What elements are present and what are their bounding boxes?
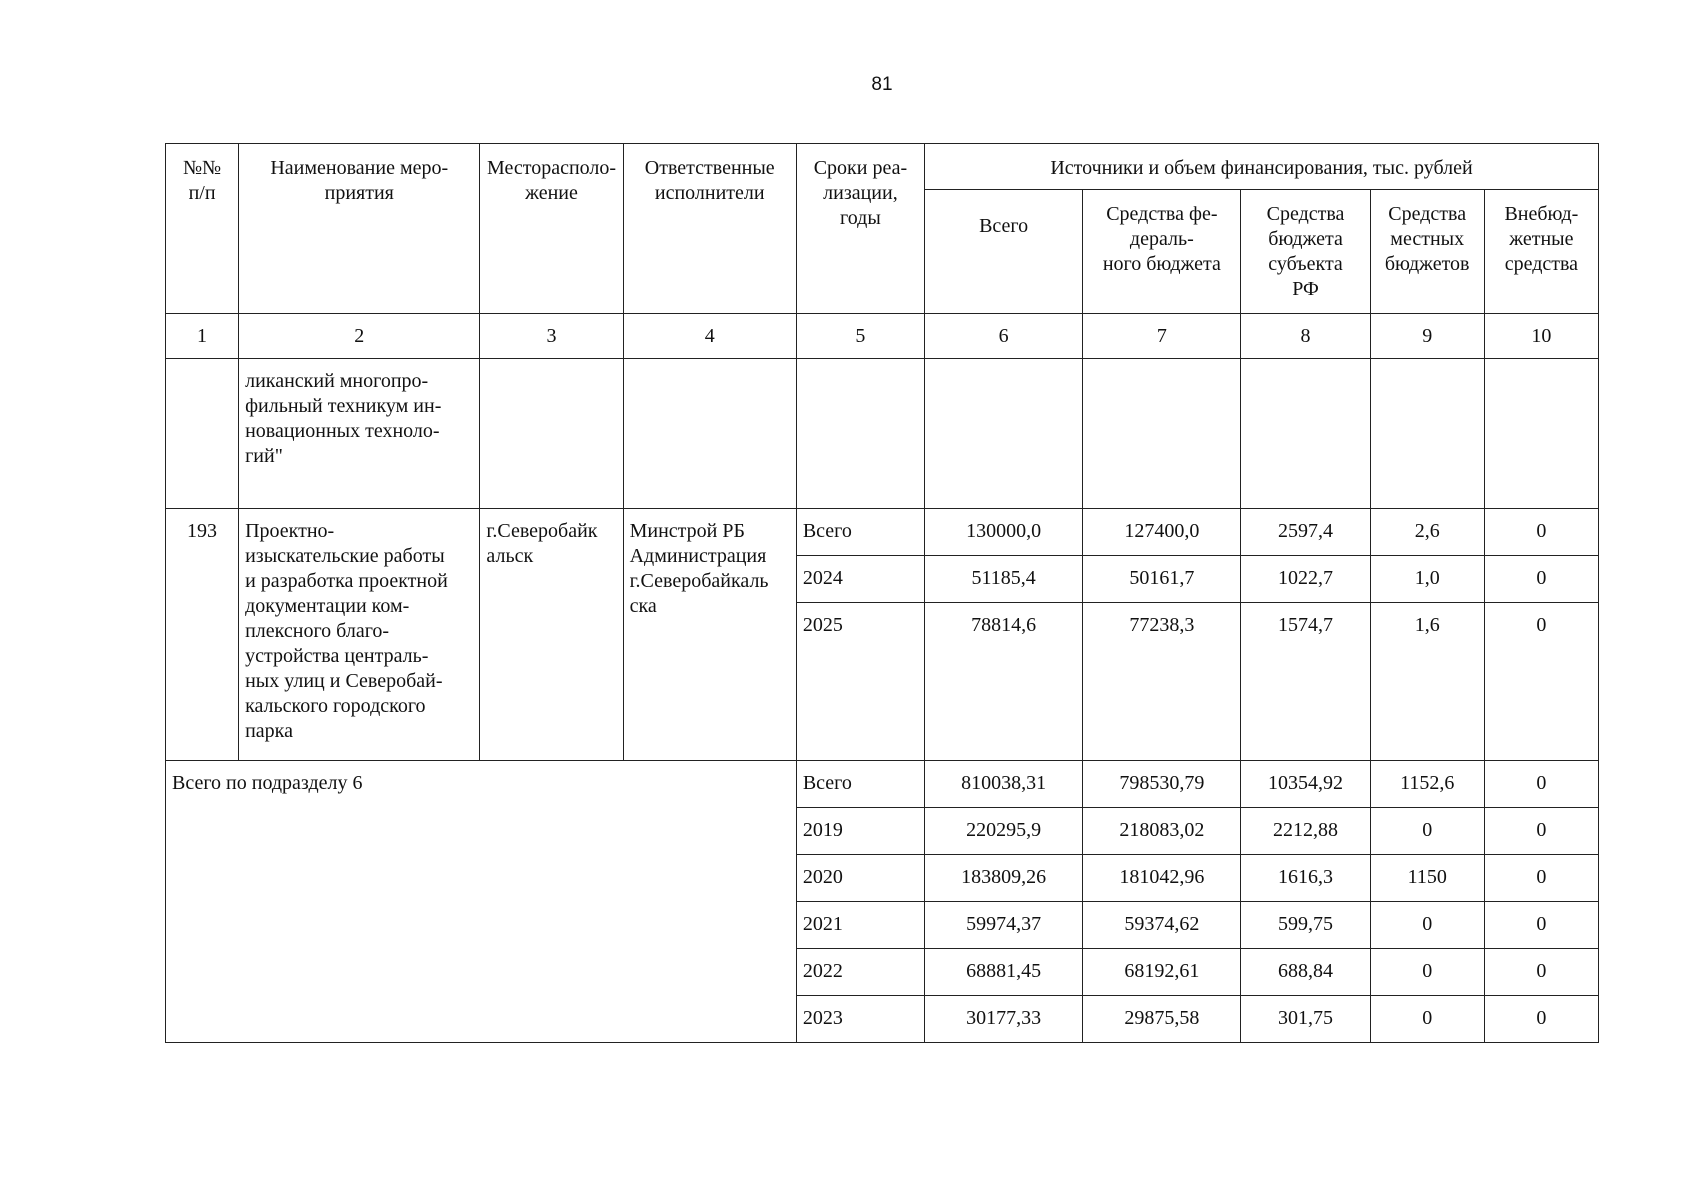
subject-cell: 1574,7 (1241, 603, 1370, 761)
local-cell: 1,0 (1370, 556, 1484, 603)
extra-cell: 0 (1484, 996, 1598, 1043)
extra-cell: 0 (1484, 855, 1598, 902)
continuation-name: ликанский многопро- фильный техникум ин- новационных техноло- гий" (239, 359, 480, 509)
extra-cell: 0 (1484, 949, 1598, 996)
empty-cell (1370, 359, 1484, 509)
local-cell: 0 (1370, 902, 1484, 949)
subject-cell: 2212,88 (1241, 808, 1370, 855)
header-terms: Сроки реа- лизации, годы (796, 144, 924, 314)
local-cell: 1152,6 (1370, 761, 1484, 808)
column-number: 5 (796, 314, 924, 359)
term-cell: 2025 (796, 603, 924, 761)
total-cell: 130000,0 (925, 509, 1083, 556)
header-local: Средства местных бюджетов (1370, 190, 1484, 314)
federal-cell: 77238,3 (1083, 603, 1241, 761)
empty-cell (1083, 359, 1241, 509)
empty-cell (480, 359, 623, 509)
header-num: №№ п/п (166, 144, 239, 314)
column-number: 3 (480, 314, 623, 359)
total-cell: 59974,37 (925, 902, 1083, 949)
header-federal: Средства фе- дераль- ного бюджета (1083, 190, 1241, 314)
term-cell: Всего (796, 509, 924, 556)
column-number: 1 (166, 314, 239, 359)
empty-cell (796, 359, 924, 509)
local-cell: 1150 (1370, 855, 1484, 902)
subject-cell: 2597,4 (1241, 509, 1370, 556)
total-cell: 183809,26 (925, 855, 1083, 902)
subtotal-label: Всего по подразделу 6 (166, 761, 797, 1043)
subject-cell: 1022,7 (1241, 556, 1370, 603)
federal-cell: 181042,96 (1083, 855, 1241, 902)
extra-cell: 0 (1484, 509, 1598, 556)
extra-cell: 0 (1484, 556, 1598, 603)
column-number: 4 (623, 314, 796, 359)
extra-cell: 0 (1484, 603, 1598, 761)
header-extra: Внебюд- жетные средства (1484, 190, 1598, 314)
table-row (166, 761, 1599, 808)
continuation-row (166, 359, 1599, 509)
local-cell: 0 (1370, 949, 1484, 996)
column-number: 10 (1484, 314, 1598, 359)
federal-cell: 127400,0 (1083, 509, 1241, 556)
total-cell: 30177,33 (925, 996, 1083, 1043)
local-cell: 0 (1370, 996, 1484, 1043)
federal-cell: 29875,58 (1083, 996, 1241, 1043)
page-number: 81 (871, 74, 893, 95)
item-responsible: Минстрой РБ Администрация г.Северобайкаль ска (623, 509, 796, 761)
subject-cell: 301,75 (1241, 996, 1370, 1043)
header-responsible: Ответственные исполнители (623, 144, 796, 314)
term-cell: Всего (796, 761, 924, 808)
total-cell: 78814,6 (925, 603, 1083, 761)
column-numbers-row (166, 314, 1599, 359)
extra-cell: 0 (1484, 902, 1598, 949)
header-row (166, 144, 1599, 190)
extra-cell: 0 (1484, 808, 1598, 855)
subject-cell: 1616,3 (1241, 855, 1370, 902)
total-cell: 51185,4 (925, 556, 1083, 603)
term-cell: 2020 (796, 855, 924, 902)
empty-cell (1241, 359, 1370, 509)
extra-cell: 0 (1484, 761, 1598, 808)
item-location: г.Северобайк альск (480, 509, 623, 761)
header-location: Месторасполо- жение (480, 144, 623, 314)
subject-cell: 688,84 (1241, 949, 1370, 996)
column-number: 2 (239, 314, 480, 359)
empty-cell (1484, 359, 1598, 509)
header-total: Всего (925, 190, 1083, 314)
total-cell: 810038,31 (925, 761, 1083, 808)
local-cell: 1,6 (1370, 603, 1484, 761)
federal-cell: 798530,79 (1083, 761, 1241, 808)
empty-cell (166, 359, 239, 509)
term-cell: 2019 (796, 808, 924, 855)
empty-cell (925, 359, 1083, 509)
total-cell: 68881,45 (925, 949, 1083, 996)
item-name: Проектно- изыскательские работы и разработка проектной документации ком- плексного благо- устройства централь- ных улиц и Северобай- кальского городского парка (239, 509, 480, 761)
federal-cell: 218083,02 (1083, 808, 1241, 855)
term-cell: 2024 (796, 556, 924, 603)
local-cell: 0 (1370, 808, 1484, 855)
term-cell: 2022 (796, 949, 924, 996)
header-subject: Средства бюджета субъекта РФ (1241, 190, 1370, 314)
federal-cell: 59374,62 (1083, 902, 1241, 949)
header-sources: Источники и объем финансирования, тыс. рублей (925, 144, 1599, 190)
item-number: 193 (166, 509, 239, 761)
empty-cell (623, 359, 796, 509)
column-number: 6 (925, 314, 1083, 359)
header-name: Наименование меро- приятия (239, 144, 480, 314)
federal-cell: 68192,61 (1083, 949, 1241, 996)
financing-table (165, 143, 1599, 1043)
subject-cell: 10354,92 (1241, 761, 1370, 808)
local-cell: 2,6 (1370, 509, 1484, 556)
term-cell: 2021 (796, 902, 924, 949)
column-number: 7 (1083, 314, 1241, 359)
table-row (166, 509, 1599, 556)
federal-cell: 50161,7 (1083, 556, 1241, 603)
column-number: 8 (1241, 314, 1370, 359)
column-number: 9 (1370, 314, 1484, 359)
subject-cell: 599,75 (1241, 902, 1370, 949)
total-cell: 220295,9 (925, 808, 1083, 855)
term-cell: 2023 (796, 996, 924, 1043)
